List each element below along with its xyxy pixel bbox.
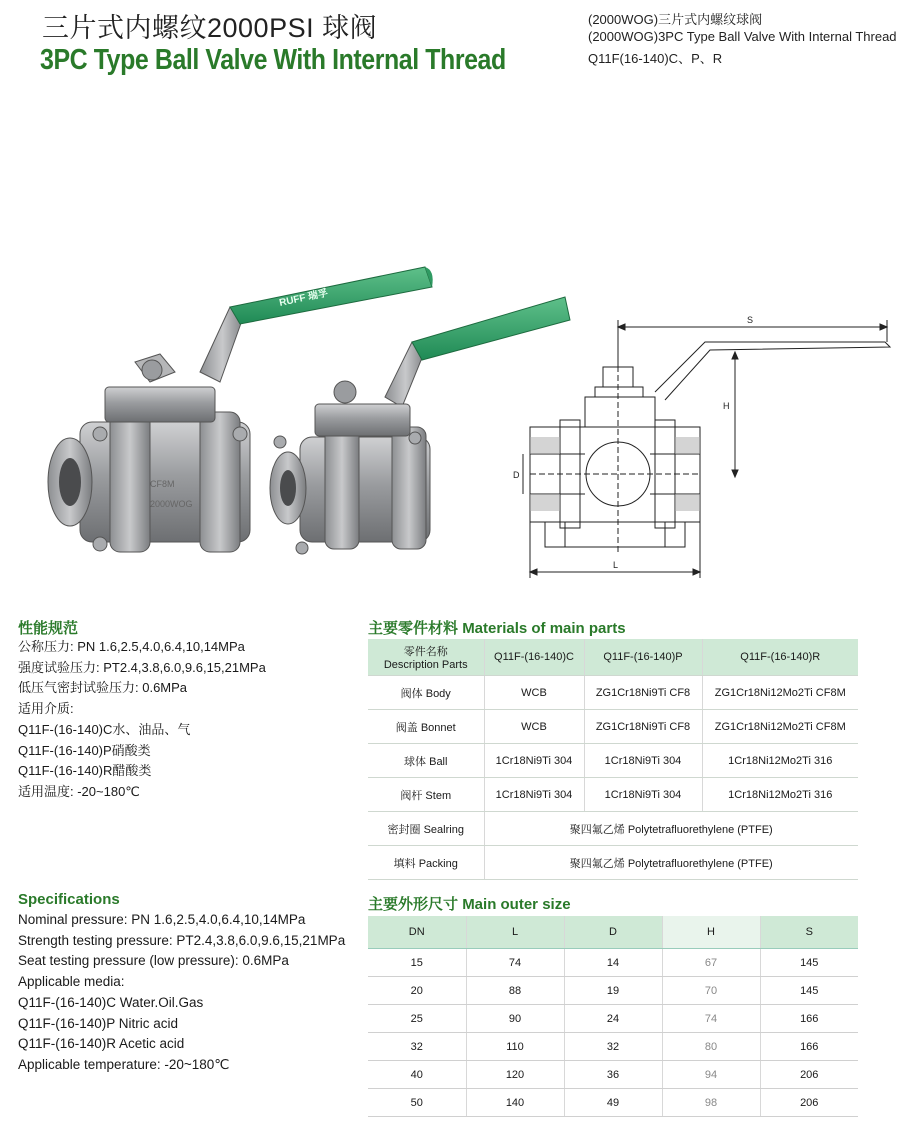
size-h: 98: [662, 1089, 760, 1117]
size-h: 94: [662, 1061, 760, 1089]
size-s: 166: [760, 1005, 858, 1033]
part-name: 阀体 Body: [368, 676, 484, 710]
material-r: ZG1Cr18Ni12Mo2Ti CF8M: [702, 676, 858, 710]
size-dn: 32: [368, 1033, 466, 1061]
material-r: ZG1Cr18Ni12Mo2Ti CF8M: [702, 710, 858, 744]
part-name: 球体 Ball: [368, 744, 484, 778]
outer-size-table: [368, 916, 858, 1117]
performance-list: [18, 637, 266, 803]
spec-line: Nominal pressure: PN 1.6,2.5,4.0,6.4,10,14MPa: [18, 912, 306, 927]
performance-line: Q11F-(16-140)R醋酸类: [18, 763, 152, 779]
performance-line: 强度试验压力: PT2.4,3.8,6.0,9.6,15,21MPa: [18, 659, 266, 675]
spec-line: Strength testing pressure: PT2.4,3.8,6.0,9.6,15,21MPa: [18, 932, 346, 948]
materials-col-r: Q11F-(16-140)R: [702, 639, 858, 676]
model-codes: Q11F(16-140)C、P、R: [588, 51, 723, 66]
material-p: 1Cr18Ni9Ti 304: [584, 744, 702, 778]
dim-label-d: D: [513, 470, 520, 480]
size-dn: 40: [368, 1061, 466, 1089]
table-row: [368, 1005, 858, 1033]
model-line-cn: (2000WOG)三片式内螺纹球阀: [588, 12, 763, 27]
performance-line: Q11F-(16-140)P硝酸类: [18, 742, 151, 758]
part-name: 阀盖 Bonnet: [368, 710, 484, 744]
spec-line: Applicable media:: [18, 974, 125, 990]
specifications-heading: Specifications: [18, 891, 120, 908]
performance-line: 公称压力: PN 1.6,2.5,4.0,6.4,10,14MPa: [18, 639, 245, 654]
dim-label-s: S: [747, 315, 754, 325]
material-r: 1Cr18Ni12Mo2Ti 316: [702, 744, 858, 778]
material-all: 聚四氟乙烯 Polytetrafluorethylene (PTFE): [484, 846, 858, 880]
material-r: 1Cr18Ni12Mo2Ti 316: [702, 778, 858, 812]
material-c: WCB: [484, 676, 584, 710]
part-name: 密封圈 Sealring: [368, 812, 484, 846]
page-title-en: 3PC Type Ball Valve With Internal Thread: [40, 44, 506, 76]
table-row: [368, 1061, 858, 1089]
size-l: 110: [466, 1033, 564, 1061]
table-row: [368, 812, 858, 846]
performance-line: Q11F-(16-140)C水、油品、气: [18, 721, 191, 737]
spec-line: Q11F-(16-140)P Nitric acid: [18, 1015, 179, 1031]
page-title-cn: 三片式内螺纹2000PSI 球阀: [42, 13, 378, 43]
size-col-s: S: [760, 916, 858, 949]
materials-col-p: Q11F-(16-140)P: [584, 639, 702, 676]
size-s: 145: [760, 977, 858, 1005]
size-d: 14: [564, 949, 662, 977]
size-s: 206: [760, 1061, 858, 1089]
performance-line: 适用介质:: [18, 701, 74, 717]
size-col-dn: DN: [368, 916, 466, 949]
size-col-l: L: [466, 916, 564, 949]
material-c: 1Cr18Ni9Ti 304: [484, 744, 584, 778]
dim-label-l: L: [613, 560, 619, 570]
ball-valve-photo: [40, 262, 520, 572]
table-row: [368, 949, 858, 977]
materials-heading: [368, 617, 626, 638]
materials-col-parts: [368, 639, 484, 676]
size-h: 70: [662, 977, 760, 1005]
size-s: 206: [760, 1089, 858, 1117]
part-name: 阀杆 Stem: [368, 778, 484, 812]
size-d: 36: [564, 1061, 662, 1089]
size-d: 49: [564, 1089, 662, 1117]
materials-table: [368, 639, 858, 880]
specifications-list: [18, 910, 345, 1076]
spec-line: Seat testing pressure (low pressure): 0.6MPa: [18, 953, 289, 969]
table-row: [368, 778, 858, 812]
materials-heading-cn: 主要零件材料: [368, 620, 459, 637]
size-dn: 50: [368, 1089, 466, 1117]
body-mark-pressure: 2000WOG: [150, 499, 193, 509]
size-d: 32: [564, 1033, 662, 1061]
outer-size-heading-cn: 主要外形尺寸: [368, 896, 459, 913]
material-p: 1Cr18Ni9Ti 304: [584, 778, 702, 812]
outer-size-heading: [368, 893, 571, 914]
spec-line: Q11F-(16-140)C Water.Oil.Gas: [18, 994, 204, 1010]
valve-dimension-drawing: [513, 312, 890, 580]
material-all: 聚四氟乙烯 Polytetrafluorethylene (PTFE): [484, 812, 858, 846]
size-col-h: H: [662, 916, 760, 949]
size-s: 145: [760, 949, 858, 977]
material-c: WCB: [484, 710, 584, 744]
performance-line: 低压气密封试验压力: 0.6MPa: [18, 680, 188, 696]
materials-col-c: Q11F-(16-140)C: [484, 639, 584, 676]
materials-col-parts-en: Description Parts: [383, 659, 468, 671]
table-row: [368, 676, 858, 710]
handle-logo: RUFF 瑞孚: [278, 287, 329, 309]
size-s: 166: [760, 1033, 858, 1061]
table-row: [368, 1089, 858, 1117]
size-dn: 15: [368, 949, 466, 977]
dim-label-h: H: [723, 401, 730, 411]
size-d: 19: [564, 977, 662, 1005]
size-h: 80: [662, 1033, 760, 1061]
size-l: 120: [466, 1061, 564, 1089]
size-l: 88: [466, 977, 564, 1005]
spec-line: Q11F-(16-140)R Acetic acid: [18, 1036, 185, 1052]
spec-line: Applicable temperature: -20~180℃: [18, 1056, 230, 1072]
size-l: 140: [466, 1089, 564, 1117]
outer-size-heading-en: Main outer size: [462, 896, 571, 913]
model-line-en: (2000WOG)3PC Type Ball Valve With Internal Thread: [588, 29, 897, 44]
size-col-d: D: [564, 916, 662, 949]
size-dn: 25: [368, 1005, 466, 1033]
table-row: [368, 710, 858, 744]
performance-heading: 性能规范: [18, 620, 79, 637]
table-row: [368, 744, 858, 778]
materials-col-parts-cn: 零件名称: [403, 646, 448, 658]
material-p: ZG1Cr18Ni9Ti CF8: [584, 676, 702, 710]
material-c: 1Cr18Ni9Ti 304: [484, 778, 584, 812]
performance-line: 适用温度: -20~180℃: [18, 783, 140, 799]
size-l: 74: [466, 949, 564, 977]
table-row: [368, 1033, 858, 1061]
table-row: [368, 977, 858, 1005]
materials-heading-en: Materials of main parts: [462, 620, 626, 637]
table-row: [368, 846, 858, 880]
size-dn: 20: [368, 977, 466, 1005]
size-l: 90: [466, 1005, 564, 1033]
size-d: 24: [564, 1005, 662, 1033]
material-p: ZG1Cr18Ni9Ti CF8: [584, 710, 702, 744]
size-h: 67: [662, 949, 760, 977]
size-h: 74: [662, 1005, 760, 1033]
part-name: 填料 Packing: [368, 846, 484, 880]
body-mark-material: CF8M: [150, 479, 175, 489]
